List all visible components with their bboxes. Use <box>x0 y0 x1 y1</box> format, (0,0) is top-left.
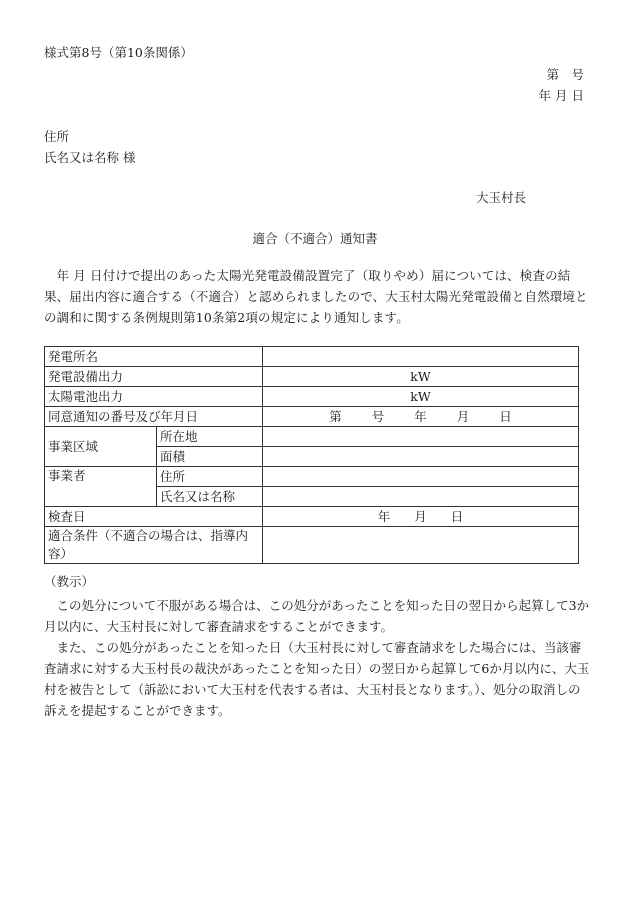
inspection-month: 月 <box>414 508 427 524</box>
document-number: 第 号 <box>546 67 584 82</box>
business-area-label: 事業区域 <box>45 427 157 467</box>
inspection-year: 年 <box>377 508 391 524</box>
recipient-address-label: 住所 <box>44 129 70 144</box>
table-row <box>45 467 579 487</box>
operator-name-label: 氏名又は名称 <box>157 487 263 507</box>
operator-address-label: 住所 <box>157 467 263 487</box>
consent-dai: 第 <box>329 408 342 424</box>
table-row <box>45 527 579 564</box>
area-label: 面積 <box>157 447 263 467</box>
area-value <box>263 447 579 467</box>
operator-name-value <box>263 487 579 507</box>
inspection-date-value <box>263 507 579 527</box>
operator-label: 事業者 <box>45 467 157 507</box>
notice-form-table <box>44 346 579 564</box>
location-value <box>263 427 579 447</box>
table-row <box>45 427 579 447</box>
solar-output-unit: kW <box>263 387 579 407</box>
recipient-name-label: 氏名又は名称 様 <box>44 150 136 165</box>
notice-heading: （教示） <box>44 574 95 589</box>
table-row <box>45 347 579 367</box>
document-date: 年 月 日 <box>538 88 584 103</box>
consent-day: 日 <box>499 408 512 424</box>
consent-label: 同意通知の番号及び年月日 <box>45 407 263 427</box>
notice-paragraph-2: また、この処分があったことを知った日（大玉村長に対して審査請求をした場合には、当該審査請求に対する大玉村長の裁決があったことを知った日）の翌日から起算して6か月以内に、大玉村を被告として（訴訟において大玉村を代表する者は、大玉村長となります。）、処分の取消しの訴えを提起することができます。 <box>44 640 590 718</box>
issuer-name: 大玉村長 <box>476 190 527 205</box>
location-label: 所在地 <box>157 427 263 447</box>
table-row <box>45 367 579 387</box>
conditions-value <box>263 527 579 564</box>
facility-output-label: 発電設備出力 <box>45 367 263 387</box>
table-row <box>45 507 579 527</box>
notice-body: 年 月 日付けで提出のあった太陽光発電設備設置完了（取りやめ）届については、検査の結果、届出内容に適合する（不適合）と認められましたので、大玉村太陽光発電設備と自然環境との調和に関する条例規則第10条第2項の規定により通知します。 <box>44 268 588 325</box>
inspection-day: 日 <box>450 508 464 524</box>
table-row <box>45 387 579 407</box>
conditions-label: 適合条件（不適合の場合は、指導内容） <box>45 527 263 564</box>
document-title: 適合（不適合）通知書 <box>252 231 378 246</box>
solar-output-label: 太陽電池出力 <box>45 387 263 407</box>
plant-name-value <box>263 347 579 367</box>
operator-address-value <box>263 467 579 487</box>
consent-month: 月 <box>456 408 470 424</box>
form-number: 様式第8号（第10条関係） <box>44 45 193 60</box>
facility-output-unit: kW <box>263 367 579 387</box>
notice-paragraph-1: この処分について不服がある場合は、この処分があったことを知った日の翌日から起算して3か月以内に、大玉村長に対して審査請求をすることができます。 <box>44 598 590 634</box>
consent-year: 年 <box>414 408 427 424</box>
inspection-date-label: 検査日 <box>45 507 263 527</box>
table-row <box>45 407 579 427</box>
consent-go: 号 <box>371 408 385 424</box>
consent-value <box>263 407 579 427</box>
plant-name-label: 発電所名 <box>45 347 263 367</box>
